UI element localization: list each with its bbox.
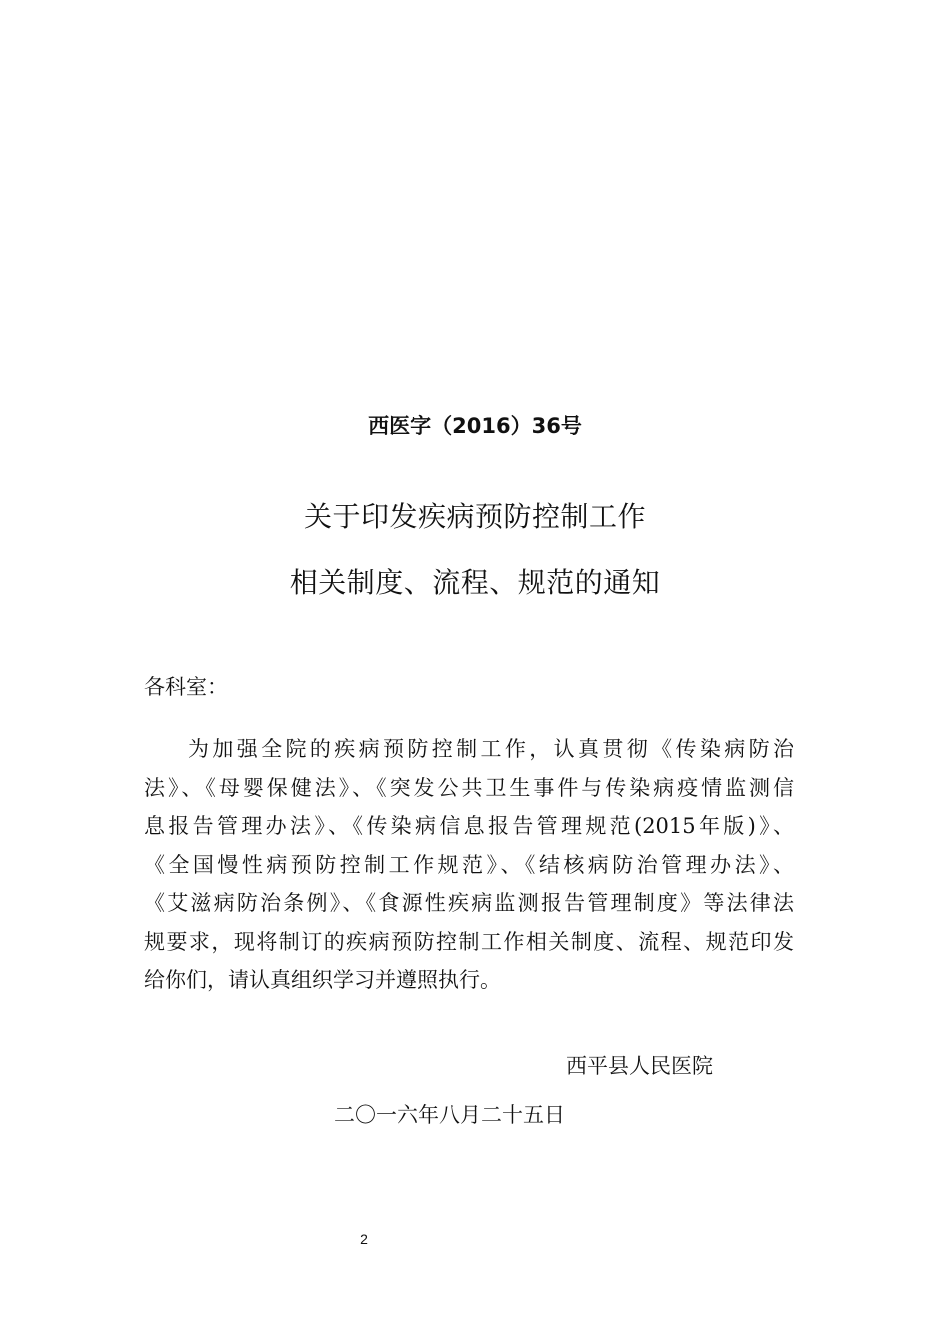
body-line: 规要求，现将制订的疾病预防控制工作相关制度、流程、规范印发 <box>144 929 794 954</box>
body-paragraph <box>144 730 794 1000</box>
body-line: 为加强全院的疾病预防控制工作，认真贯彻《传染病防治 <box>188 737 794 761</box>
body-line: 息报告管理办法》、《传染病信息报告管理规范(2015年版)》、 <box>144 814 794 838</box>
document-title-line-1: 关于印发疾病预防控制工作 <box>303 500 646 533</box>
page-number: 2 <box>360 1231 368 1247</box>
signature-organization: 西平县人民医院 <box>566 1054 713 1078</box>
signature-date: 二〇一六年八月二十五日 <box>334 1103 565 1127</box>
document-number: 西医字（2016）36号 <box>368 414 582 438</box>
body-line: 给你们，请认真组织学习并遵照执行。 <box>144 968 501 992</box>
body-line: 《全国慢性病预防控制工作规范》、《结核病防治管理办法》、 <box>144 852 794 877</box>
body-line: 《艾滋病防治条例》、《食源性疾病监测报告管理制度》等法律法 <box>144 891 794 915</box>
document-title-line-2: 相关制度、流程、规范的通知 <box>289 566 661 599</box>
body-line: 法》、《母婴保健法》、《突发公共卫生事件与传染病疫情监测信 <box>144 775 794 800</box>
salutation: 各科室： <box>144 675 228 699</box>
